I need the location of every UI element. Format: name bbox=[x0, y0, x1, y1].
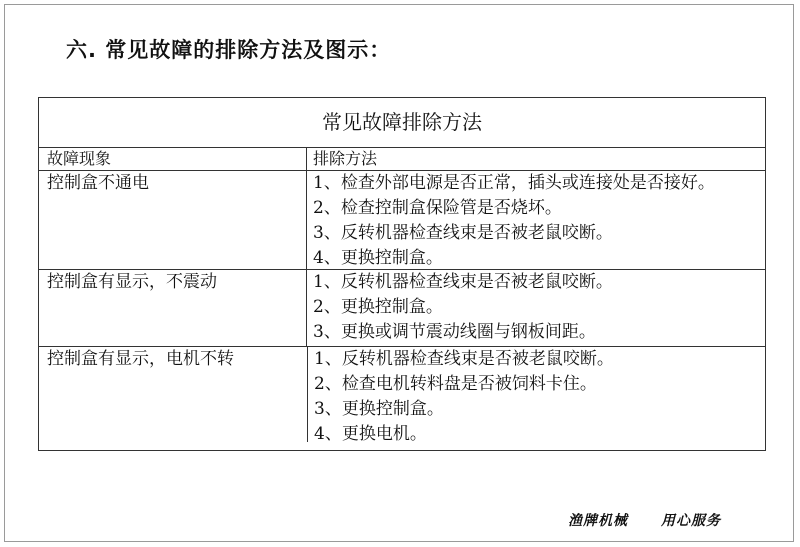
table-row bbox=[39, 171, 765, 270]
footer-brand: 渔牌机械 bbox=[568, 513, 628, 529]
step-line: 1、检查外部电源是否正常，插头或连接处是否接好。 bbox=[313, 173, 715, 193]
section-heading: 六. 常见故障的排除方法及图示： bbox=[66, 38, 392, 62]
steps-cell bbox=[307, 270, 765, 346]
step-line: 1、反转机器检查线束是否被老鼠咬断。 bbox=[314, 349, 614, 369]
table-row bbox=[39, 347, 765, 450]
steps-cell bbox=[307, 347, 765, 442]
step-line: 3、反转机器检查线束是否被老鼠咬断。 bbox=[313, 223, 613, 243]
footer-slogan: 用心服务 bbox=[661, 513, 721, 529]
table-row bbox=[39, 270, 765, 347]
symptom-cell: 控制盒不通电 bbox=[39, 171, 307, 269]
step-line: 2、检查控制盒保险管是否烧坏。 bbox=[313, 198, 562, 218]
steps-cell bbox=[307, 171, 765, 269]
troubleshooting-table bbox=[38, 97, 766, 451]
symptom-cell: 控制盒有显示，不震动 bbox=[39, 270, 307, 346]
header-symptom: 故障现象 bbox=[39, 148, 307, 170]
step-line: 2、更换控制盒。 bbox=[313, 297, 443, 317]
table-header-row bbox=[39, 148, 765, 171]
step-line: 4、更换控制盒。 bbox=[313, 248, 443, 268]
step-line: 1、反转机器检查线束是否被老鼠咬断。 bbox=[313, 272, 613, 292]
symptom-cell: 控制盒有显示，电机不转 bbox=[47, 349, 234, 369]
step-line: 3、更换或调节震动线圈与钢板间距。 bbox=[313, 322, 596, 342]
table-title: 常见故障排除方法 bbox=[39, 98, 765, 148]
step-line: 4、更换电机。 bbox=[314, 424, 427, 442]
header-method: 排除方法 bbox=[313, 149, 378, 168]
step-line: 3、更换控制盒。 bbox=[314, 399, 444, 419]
step-line: 2、检查电机转料盘是否被饲料卡住。 bbox=[314, 374, 597, 394]
